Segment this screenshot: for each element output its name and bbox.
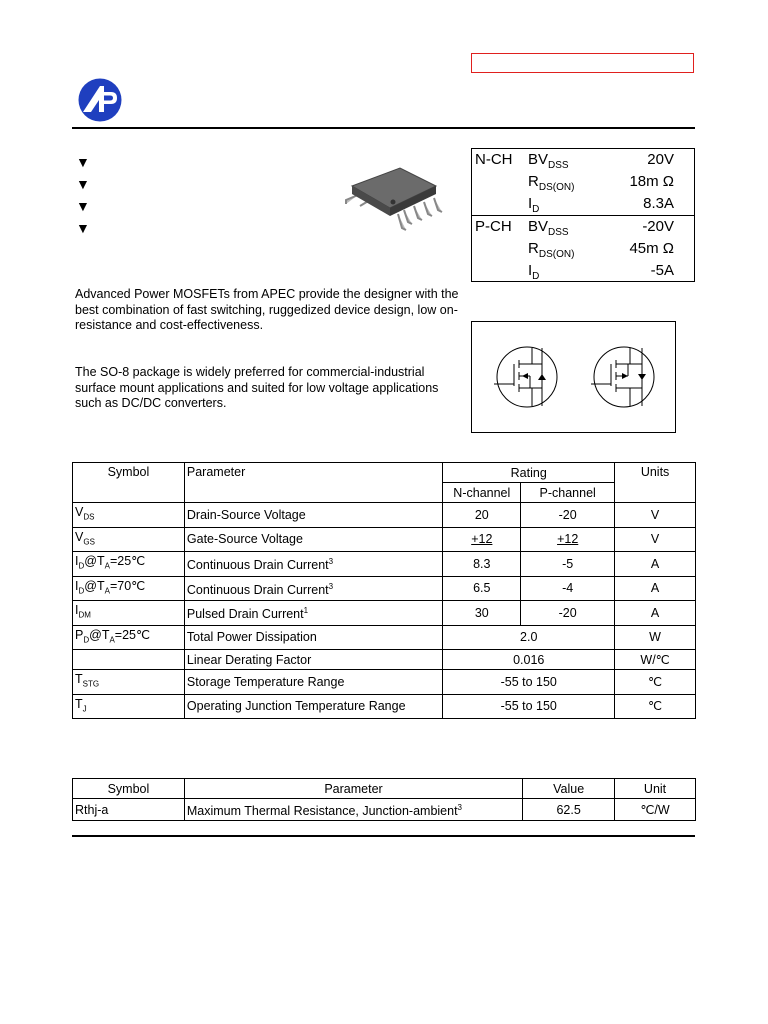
- table-row: $T_{STG}$ Storage Temperature Range -55 to 150 ℃: [73, 670, 696, 695]
- column-header: Parameter: [184, 463, 442, 503]
- thermal-data-table: [72, 778, 696, 821]
- header-rule: [72, 127, 695, 129]
- column-header: P-channel: [521, 483, 615, 503]
- channel-label: P-CH: [475, 218, 512, 235]
- table-row: $T_J$ Operating Junction Temperature Range -55 to 150 ℃: [73, 694, 696, 719]
- table-row: $V_{DS}$ Drain-Source Voltage 20 -20 V: [73, 503, 696, 528]
- table-row: $I_D@T_A=70℃$ Continuous Drain Current$^3$ 6.5 -4 A: [73, 576, 696, 601]
- spec-value: 20V: [647, 151, 674, 168]
- apec-logo-icon: [78, 78, 122, 122]
- column-header: Rating: [443, 463, 615, 483]
- table-header-row: [73, 779, 696, 799]
- column-header: Symbol: [73, 463, 185, 503]
- column-header: Symbol: [73, 779, 185, 799]
- spec-value: 45m Ω: [629, 240, 674, 257]
- feature-bullet: ▼: [76, 176, 90, 192]
- part-number-box: [471, 53, 694, 73]
- table-row: Rthj-a Maximum Thermal Resistance, Junction-ambient$^3$ 62.5 ℃/W: [73, 799, 696, 821]
- feature-bullet: ▼: [76, 220, 90, 236]
- dual-mosfet-schematic-icon: [471, 321, 676, 433]
- table-header-row: [73, 463, 696, 483]
- table-row: Linear Derating Factor 0.016 W/℃: [73, 650, 696, 670]
- so8-package-icon: [338, 160, 448, 240]
- absolute-max-ratings-table: [72, 462, 696, 719]
- column-header: N-channel: [443, 483, 521, 503]
- footer-rule: [72, 835, 695, 837]
- key-spec-table: N-CH $BV_{DSS}$ 20V $R_{DS(ON)}$ 18m Ω $I_D$ 8.3A P-CH $BV_{DSS}$ -20V $R_{DS(ON)}$ 45m Ω $I_D$ -5A: [471, 148, 695, 282]
- description-paragraph: The SO-8 package is widely preferred for commercial-industrial surface mount applications and suited for low voltage applications such as DC/DC converters.: [75, 365, 439, 410]
- spec-value: -5A: [650, 262, 674, 279]
- column-header: Units: [615, 463, 696, 503]
- table-row: $P_D@T_A=25℃$ Total Power Dissipation 2.0 W: [73, 625, 696, 650]
- description-paragraph: Advanced Power MOSFETs from APEC provide the designer with the best combination of fast switching, ruggedized device design, low on-resistance and cost-effectiveness.: [75, 287, 459, 332]
- table-row: $I_D@T_A=25℃$ Continuous Drain Current$^3$ 8.3 -5 A: [73, 552, 696, 577]
- column-header: Unit: [615, 779, 696, 799]
- spec-value: 8.3A: [643, 195, 674, 212]
- spec-value: -20V: [642, 218, 674, 235]
- feature-bullet: ▼: [76, 154, 90, 170]
- table-row: $I_{DM}$ Pulsed Drain Current$^1$ 30 -20 A: [73, 601, 696, 626]
- spec-value: 18m Ω: [629, 173, 674, 190]
- feature-bullet: ▼: [76, 198, 90, 214]
- column-header: Value: [523, 779, 615, 799]
- column-header: Parameter: [184, 779, 522, 799]
- table-row: $V_{GS}$ Gate-Source Voltage +12 +12 V: [73, 527, 696, 552]
- channel-label: N-CH: [475, 151, 513, 168]
